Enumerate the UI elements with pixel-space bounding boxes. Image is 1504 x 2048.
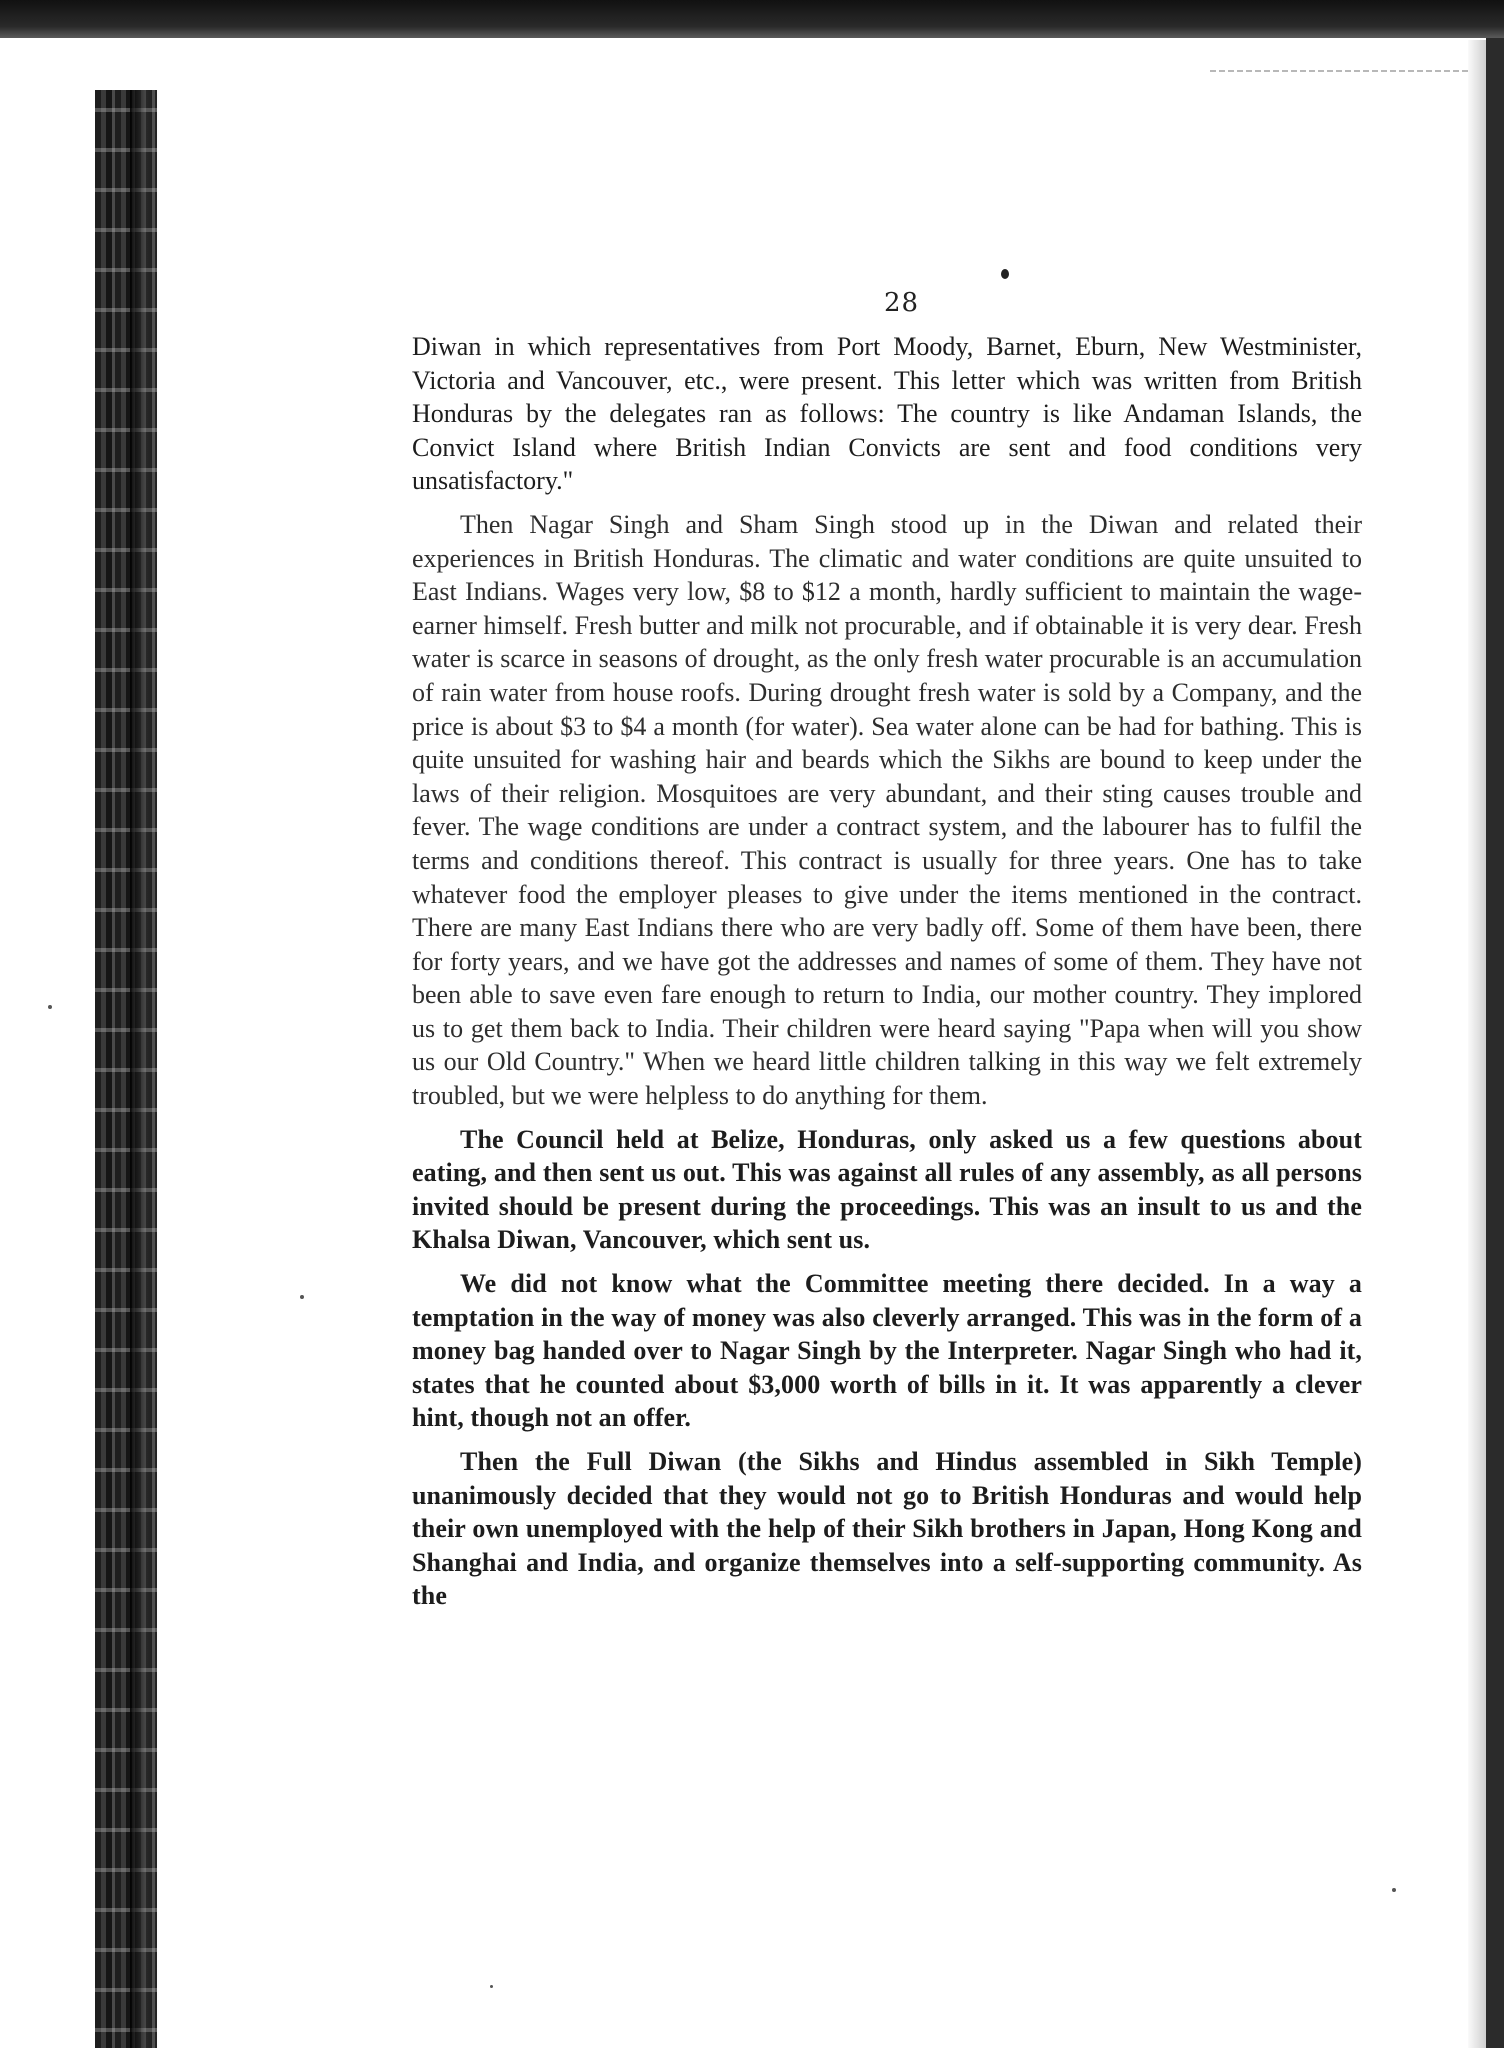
scan-speck [48, 1005, 52, 1009]
scan-speck [490, 1985, 493, 1988]
scan-speck [1392, 1888, 1396, 1892]
body-text [412, 330, 1362, 1623]
binding-shadow [130, 90, 160, 2048]
ink-dot [1001, 269, 1009, 279]
paragraph: Diwan in which representatives from Port Moody, Barnet, Eburn, New Westminister, Victoria and Vancouver, etc., were present. This letter which was written from British Honduras by the delegates ran as follows: The country is like Andaman Islands, the Convict Island where British Indian Convicts are sent and food conditions very unsatisfactory." [412, 332, 1362, 496]
paragraph: Then Nagar Singh and Sham Singh stood up in the Diwan and related their experiences in British Honduras. The climatic and water conditions are quite unsuited to East Indians. Wages very low, $8 to $12 a month, hardly sufficient to maintain the wage-earner himself. Fresh butter and milk not procurable, and if obtainable it is very dear. Fresh water is scarce in seasons of drought, as the only fresh water procurable is an accumulation of rain water from house roofs. During drought fresh water is sold by a Company, and the price is about $3 to $4 a month (for water). Sea water alone can be had for bathing. This is quite unsuited for washing hair and beards which the Sikhs are bound to keep under the laws of their religion. Mosquitoes are very abundant, and their sting causes trouble and fever. The wage conditions are under a contract system, and the labourer has to fulfil the terms and conditions thereof. This contract is usually for three years. One has to take whatever food the employer pleases to give under the items mentioned in the contract. There are many East Indians there who are very badly off. Some of them have been, there for forty years, and we have got the addresses and names of some of them. They have not been able to save even fare enough to return to India, our mother country. They implored us to get them back to India. Their children were heard saying "Papa when will you show us our Old Country." When we heard little children talking in this way we felt extremely troubled, but we were helpless to do anything for them. [412, 509, 1362, 1111]
paragraph: We did not know what the Committee meeting there decided. In a way a temptation in the way of money was also cleverly arranged. This was in the form of a money bag handed over to Nagar Singh by the Interpreter. Nagar Singh who had it, states that he counted about $3,000 worth of bills in it. It was apparently a clever hint, though not an offer. [412, 1269, 1362, 1433]
scan-top-shadow [0, 0, 1504, 38]
paragraph: Then the Full Diwan (the Sikhs and Hindus assembled in Sikh Temple) unanimously decided that they would not go to British Honduras and would help their own unemployed with the help of their Sikh brothers in Japan, Hong Kong and Shanghai and India, and organize themselves into a self-supporting community. As the [412, 1447, 1362, 1611]
paragraph: The Council held at Belize, Honduras, only asked us a few questions about eating, and then sent us out. This was against all rules of any assembly, as all persons invited should be present during the proceedings. This was an insult to us and the Khalsa Diwan, Vancouver, which sent us. [412, 1124, 1362, 1255]
scan-speck [300, 1295, 304, 1299]
scan-right-gradient [1468, 40, 1486, 2048]
page-number: 28 [884, 288, 920, 318]
scan-top-rule [1210, 70, 1500, 72]
scan-right-shadow [1486, 38, 1504, 2048]
